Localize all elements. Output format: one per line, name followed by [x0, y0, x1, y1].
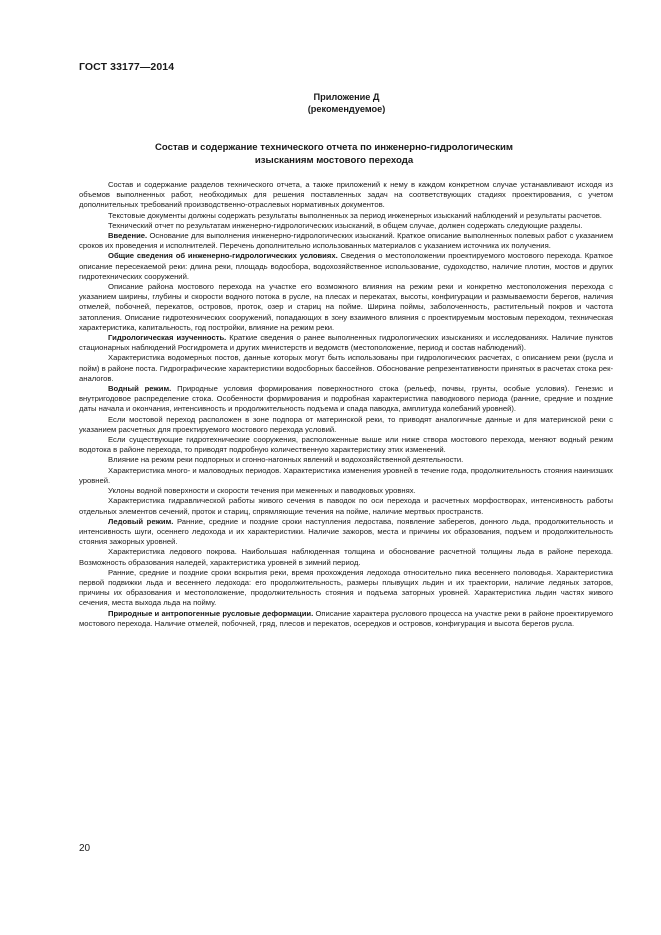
paragraph-text: Если мостовой переход расположен в зоне подпора от материнской реки, то приводят аналогичные данные и для материнской реки с указанием расчетных для проектируемого мостового перехода условий.	[79, 414, 613, 434]
paragraph	[79, 333, 613, 353]
paragraph	[79, 547, 613, 567]
paragraph-lead-heading: Водный режим.	[108, 384, 172, 394]
paragraph	[79, 486, 613, 496]
paragraph	[79, 415, 613, 435]
paragraph-text: Характеристика гидравлической работы живого сечения в паводок по оси перехода и расчетных морфостворах, интенсивность работы отдельных элементов сечений, проток и стариц, спрямляющие течения на пойме, наличие мертвых пространств.	[79, 496, 613, 516]
paragraph	[79, 466, 613, 486]
appendix-status: (рекомендуемое)	[307, 104, 386, 114]
paragraph-lead-heading: Ледовый режим.	[108, 516, 174, 526]
paragraph-text: Ранние, средние и поздние сроки вскрытия реки, время прохождения ледохода относительно пика весеннего половодья. Характеристика первой подвижки льда и весеннего ледохода: его продолжительность, размеры плывущих льдин и их траектории, наличие ледяных заторов, причины их образования и местоположение, продолжительность стояния и подъема заторных уровней. Характеристика льдин частях живого сечения, места выхода льда на пойму.	[79, 567, 613, 608]
paragraph-lead-heading: Природные и антропогенные русловые деформации.	[108, 608, 314, 618]
paragraph-text: Сведения о местоположении проектируемого мостового перехода. Краткое описание пересекаемой реки: длина реки, площадь водосбора, водохозяйственное использование, судоходство, наличие плотин, мостов и других гидротехнических сооружений.	[79, 251, 613, 281]
appendix-heading	[0, 91, 661, 115]
section-title-line-2: изысканиям мостового перехода	[254, 154, 414, 166]
page-number: 20	[79, 843, 91, 854]
paragraph-text: Характеристика много- и маловодных периодов. Характеристика изменения уровней в течение года, продолжительность стояния наинизших уровней.	[79, 465, 613, 485]
paragraph	[79, 517, 613, 548]
paragraph	[79, 211, 613, 221]
paragraph-lead-heading: Общие сведения об инженерно-гидрологических условиях.	[108, 251, 338, 261]
paragraph	[79, 221, 613, 231]
paragraph-text: Технический отчет по результатам инженерно-гидрологических изысканий, в общем случае, должен содержать следующие разделы.	[108, 220, 583, 230]
paragraph	[79, 496, 613, 516]
paragraph-text: Если существующие гидротехнические сооружения, расположенные выше или ниже створа мостового перехода, меняют водный режим водотока в районе перехода, то приводят подробную количественную характеристику этих изменений.	[79, 435, 613, 455]
paragraph	[79, 435, 613, 455]
paragraph-lead-heading: Гидрологическая изученность.	[108, 333, 227, 343]
paragraph-lead-heading: Введение.	[108, 231, 148, 241]
paragraph	[79, 609, 613, 629]
paragraph-text: Состав и содержание разделов технического отчета, а также приложений к нему в каждом конкретном случае устанавливают исходя из объемов выполненных работ, необходимых для решения поставленных задач на соответствующих стадиях проектирования, с учетом дополнительных требований производственно-отраслевых нормативных документов.	[79, 180, 613, 210]
paragraph	[79, 251, 613, 282]
paragraph	[79, 384, 613, 415]
paragraph-text: Уклоны водной поверхности и скорости течения при меженных и паводковых уровнях.	[108, 486, 416, 496]
paragraph	[79, 568, 613, 609]
paragraph-text: Описание характера руслового процесса на участке реки в районе проектируемого мостового перехода. Наличие отмелей, побочней, гряд, плесов и перекатов, осередков и островов, конфигурация и высота берегов русла.	[79, 608, 613, 628]
paragraph-text: Текстовые документы должны содержать результаты выполненных за период инженерных изысканий наблюдений и результаты расчетов.	[108, 210, 602, 220]
paragraph-text: Краткие сведения о ранее выполненных гидрологических изысканиях и исследованиях. Наличие пунктов стационарных наблюдений Росгидромета и других министерств и ведомств (местоположение, период и состав наблюдений).	[79, 333, 613, 353]
paragraph-text: Характеристика ледового покрова. Наибольшая наблюденная толщина и обоснование расчетной толщины льда в районе перехода. Возможность образования наледей, характеристика уровней в зимний период.	[79, 547, 613, 567]
paragraph-text: Влияние на режим реки подпорных и сгонно-нагонных явлений и водохозяйственной деятельности.	[108, 455, 464, 465]
paragraph-text: Характеристика водомерных постов, данные которых могут быть использованы при гидрологических расчетах, с описанием реки (русла и пойм) в районе поста. Гидрографические характеристики водосборных бассейнов. Обоснование репрезентативности принятых в расчетах стока рек-аналогов.	[79, 353, 613, 383]
body-text	[79, 180, 613, 629]
section-title	[79, 142, 589, 167]
paragraph-text: Описание района мостового перехода на участке его возможного влияния на режим реки и конкретно местоположения перехода с указанием ширины, глубины и скорости водного потока в русле, на плесах и перекатах, высоты, конфигурации и размываемости берегов, наличия отмелей, побочней, перекатов, островов, проток, озер и стариц на пойме. Ширина поймы, заболоченность, растительный покров и частота затопления. Описание гидротехнических сооружений, попадающих в зону взаимного влияния с проектируемым мостовым переходом, техническая характеристика, капитальность, год постройки, влияние на режим реки.	[79, 282, 613, 332]
paragraph	[79, 231, 613, 251]
appendix-label: Приложение Д	[313, 92, 380, 102]
paragraph	[79, 353, 613, 384]
paragraph-text: Основание для выполнения инженерно-гидрологических изысканий. Краткое описание выполненных полевых работ с указанием сроков их проведения и исполнителей. Перечень дополнительно использованных материалов с указанием источника их получения.	[79, 231, 613, 251]
paragraph	[79, 282, 613, 333]
document-standard-header: ГОСТ 33177—2014	[79, 61, 175, 73]
paragraph-text: Ранние, средние и поздние сроки наступления ледостава, появление заберегов, донного льда, продолжительность и интенсивность шуги, осеннего ледохода и их характеристики. Наличие зажоров, места и причины их образования, подъем и продолжительность стояния зажорных уровней.	[79, 516, 613, 547]
paragraph	[79, 180, 613, 211]
paragraph-text: Природные условия формирования поверхностного стока (рельеф, почвы, грунты, особые условия). Генезис и внутригодовое распределение стока. Особенности формирования и подробная характеристика паводкового периода (ранние, средние и поздние даты начала и окончания, интенсивность и продолжительность подъема и спада паводка, амплитуда колебаний уровней).	[79, 384, 613, 414]
section-title-line-1: Состав и содержание технического отчета по инженерно-гидрологическим	[154, 142, 514, 153]
paragraph	[79, 455, 613, 465]
